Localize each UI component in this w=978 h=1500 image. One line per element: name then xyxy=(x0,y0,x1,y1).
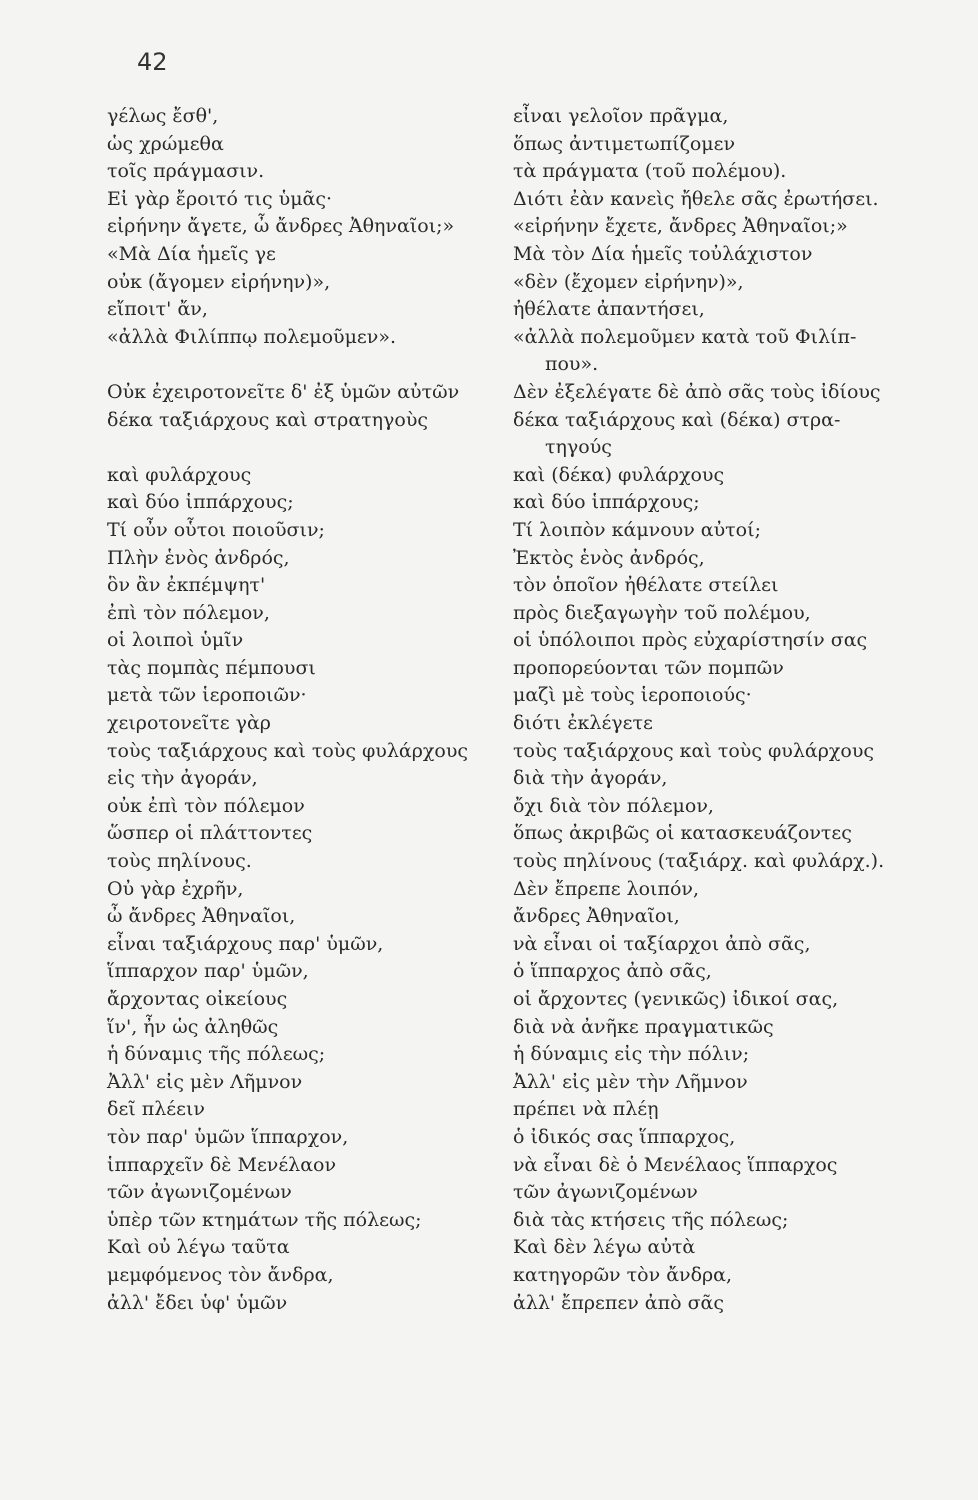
original-text-line: Πλὴν ἑνὸς ἀνδρός, xyxy=(107,546,290,569)
translation-line: διότι ἐκλέγετε xyxy=(513,712,653,735)
original-text-line: τοὺς πηλίνους. xyxy=(107,850,252,873)
translation-line: τῶν ἀγωνιζομένων xyxy=(513,1181,698,1204)
translation-line: τὰ πράγματα (τοῦ πολέμου). xyxy=(513,160,787,183)
translation-line: Δὲν ἔπρεπε λοιπόν, xyxy=(513,877,700,900)
original-text-line: εἰς τὴν ἀγοράν, xyxy=(107,767,258,790)
ancient-greek-text-column xyxy=(107,103,507,1317)
original-text-line: τοῖς πράγμασιν. xyxy=(107,160,265,183)
translation-line: Μὰ τὸν Δία ἡμεῖς τοὐλάχιστον xyxy=(513,242,813,265)
original-text-line: τὸν παρ' ὑμῶν ἵππαρχον, xyxy=(107,1125,349,1148)
original-text-line: οἱ λοιποὶ ὑμῖν xyxy=(107,629,244,652)
original-text-line: εἶναι ταξιάρχους παρ' ὑμῶν, xyxy=(107,932,384,955)
original-text-line: καὶ φυλάρχους xyxy=(107,463,252,486)
original-text-line: ὡς χρώμεθα xyxy=(107,132,224,155)
original-text-line: ἡ δύναμις τῆς πόλεως; xyxy=(107,1043,326,1066)
translation-line: ἀλλ' ἔπρεπεν ἀπὸ σᾶς xyxy=(513,1291,725,1314)
translation-line: διὰ νὰ ἀνῆκε πραγματικῶς xyxy=(513,1015,774,1038)
translation-line: νὰ εἶναι δὲ ὁ Μενέλαος ἵππαρχος xyxy=(513,1153,838,1176)
original-text-line: ὦ ἄνδρες Ἀθηναῖοι, xyxy=(107,905,296,928)
original-text-line: Τί οὖν οὗτοι ποιοῦσιν; xyxy=(107,518,325,541)
original-text-line: ὥσπερ οἱ πλάττοντες xyxy=(107,822,313,845)
translation-line: που». xyxy=(545,353,599,376)
original-text-line: ὃν ἂν ἐκπέμψητ' xyxy=(107,574,266,597)
original-text-line: ἀλλ' ἔδει ὑφ' ὑμῶν xyxy=(107,1291,288,1314)
translation-line: Ἐκτὸς ἑνὸς ἀνδρός, xyxy=(513,546,705,569)
translation-line: ὁ ἵππαρχος ἀπὸ σᾶς, xyxy=(513,960,712,983)
translation-line: τὸν ὁποῖον ἠθέλατε στείλει xyxy=(513,574,779,597)
page-number: 42 xyxy=(137,48,168,76)
original-text-line: Οὐ γὰρ ἐχρῆν, xyxy=(107,877,244,900)
translation-line: μαζὶ μὲ τοὺς ἱεροποιούς· xyxy=(513,684,752,707)
translation-line: «δὲν (ἔχομεν εἰρήνην)», xyxy=(513,270,744,293)
original-text-line: χειροτονεῖτε γὰρ xyxy=(107,712,271,735)
original-text-line: ἵν', ἦν ὡς ἀληθῶς xyxy=(107,1015,279,1038)
translation-line: Δὲν ἐξελέγατε δὲ ἀπὸ σᾶς τοὺς ἰδίους xyxy=(513,380,881,403)
original-text-line: Ἀλλ' εἰς μὲν Λῆμνον xyxy=(107,1070,303,1093)
original-text-line: «Μὰ Δία ἡμεῖς γε xyxy=(107,242,276,265)
original-text-line xyxy=(107,351,507,379)
translation-line: πρέπει νὰ πλέῃ xyxy=(513,1098,659,1121)
translation-line: τοὺς ταξιάρχους καὶ τοὺς φυλάρχους xyxy=(513,739,875,762)
translation-line: «ἀλλὰ πολεμοῦμεν κατὰ τοῦ Φιλίπ- xyxy=(513,325,857,348)
translation-line: ἠθέλατε ἀπαντήσει, xyxy=(513,298,705,321)
translation-line: καὶ δύο ἱππάρχους; xyxy=(513,491,700,514)
translation-line: Τί λοιπὸν κάμνουν αὐτοί; xyxy=(513,518,761,541)
original-text-line: τοὺς ταξιάρχους καὶ τοὺς φυλάρχους xyxy=(107,739,469,762)
translation-line: διὰ τὴν ἀγοράν, xyxy=(513,767,668,790)
translation-line: Διότι ἐὰν κανεὶς ἤθελε σᾶς ἐρωτήσει. xyxy=(513,187,879,210)
translation-line: κατηγορῶν τὸν ἄνδρα, xyxy=(513,1263,733,1286)
original-text-line: εἴποιτ' ἄν, xyxy=(107,298,208,321)
translation-line: εἶναι γελοῖον πρᾶγμα, xyxy=(513,105,729,127)
original-text-line: Καὶ οὐ λέγω ταῦτα xyxy=(107,1236,290,1259)
original-text-line: ἐπὶ τὸν πόλεμον, xyxy=(107,601,270,624)
translation-line: νὰ εἶναι οἱ ταξίαρχοι ἀπὸ σᾶς, xyxy=(513,932,811,955)
original-text-line: τῶν ἀγωνιζομένων xyxy=(107,1181,292,1204)
original-text-line: τὰς πομπὰς πέμπουσι xyxy=(107,656,316,679)
original-text-line: Οὐκ ἐχειροτονεῖτε δ' ἐξ ὑμῶν αὐτῶν xyxy=(107,380,460,403)
translation-line: ἡ δύναμις εἰς τὴν πόλιν; xyxy=(513,1043,750,1066)
original-text-line: ἵππαρχον παρ' ὑμῶν, xyxy=(107,960,309,983)
translation-line: διὰ τὰς κτήσεις τῆς πόλεως; xyxy=(513,1208,789,1231)
translation-line: ὅπως ἀκριβῶς οἱ κατασκευάζοντες xyxy=(513,822,852,845)
original-text-line: γέλως ἔσθ', xyxy=(107,105,219,127)
original-text-line: δεῖ πλέειν xyxy=(107,1098,205,1121)
translation-line: ἄνδρες Ἀθηναῖοι, xyxy=(513,905,680,928)
translation-line: προπορεύονται τῶν πομπῶν xyxy=(513,656,784,679)
translation-line: οἱ ἄρχοντες (γενικῶς) ἰδικοί σας, xyxy=(513,988,839,1010)
original-text-line: εἰρήνην ἄγετε, ὦ ἄνδρες Ἀθηναῖοι;» xyxy=(107,215,455,238)
original-text-line: «ἀλλὰ Φιλίππῳ πολεμοῦμεν». xyxy=(107,325,396,348)
original-text-line: οὐκ (ἄγομεν εἰρήνην)», xyxy=(107,270,331,293)
original-text-line: οὐκ ἐπὶ τὸν πόλεμον xyxy=(107,794,305,817)
translation-line: Καὶ δὲν λέγω αὐτὰ xyxy=(513,1236,696,1259)
translation-line: «εἰρήνην ἔχετε, ἄνδρες Ἀθηναῖοι;» xyxy=(513,215,848,238)
translation-line: ὁ ἰδικός σας ἵππαρχος, xyxy=(513,1125,736,1148)
translation-line: πρὸς διεξαγωγὴν τοῦ πολέμου, xyxy=(513,601,811,624)
translation-line: ὅπως ἀντιμετωπίζομεν xyxy=(513,132,736,155)
original-text-line: ἱππαρχεῖν δὲ Μενέλαον xyxy=(107,1153,337,1176)
original-text-line: μεμφόμενος τὸν ἄνδρα, xyxy=(107,1263,334,1286)
modern-greek-translation-column xyxy=(513,103,943,1317)
translation-line: οἱ ὑπόλοιποι πρὸς εὐχαρίστησίν σας xyxy=(513,629,868,652)
original-text-line: μετὰ τῶν ἱεροποιῶν· xyxy=(107,684,307,707)
original-text-line xyxy=(107,434,507,462)
original-text-line: καὶ δύο ἱππάρχους; xyxy=(107,491,294,514)
translation-line: Ἀλλ' εἰς μὲν τὴν Λῆμνον xyxy=(513,1070,748,1093)
original-text-line: Εἰ γὰρ ἔροιτό τις ὑμᾶς· xyxy=(107,187,333,210)
original-text-line: ὑπὲρ τῶν κτημάτων τῆς πόλεως; xyxy=(107,1208,422,1231)
original-text-line: ἄρχοντας οἰκείους xyxy=(107,988,288,1010)
translation-line: τηγούς xyxy=(545,436,612,459)
original-text-line: δέκα ταξιάρχους καὶ στρατηγοὺς xyxy=(107,408,429,431)
translation-line: τοὺς πηλίνους (ταξιάρχ. καὶ φυλάρχ.). xyxy=(513,850,885,873)
translation-line: ὄχι διὰ τὸν πόλεμον, xyxy=(513,794,714,817)
translation-line: δέκα ταξιάρχους καὶ (δέκα) στρα- xyxy=(513,408,841,431)
translation-line: καὶ (δέκα) φυλάρχους xyxy=(513,463,725,486)
